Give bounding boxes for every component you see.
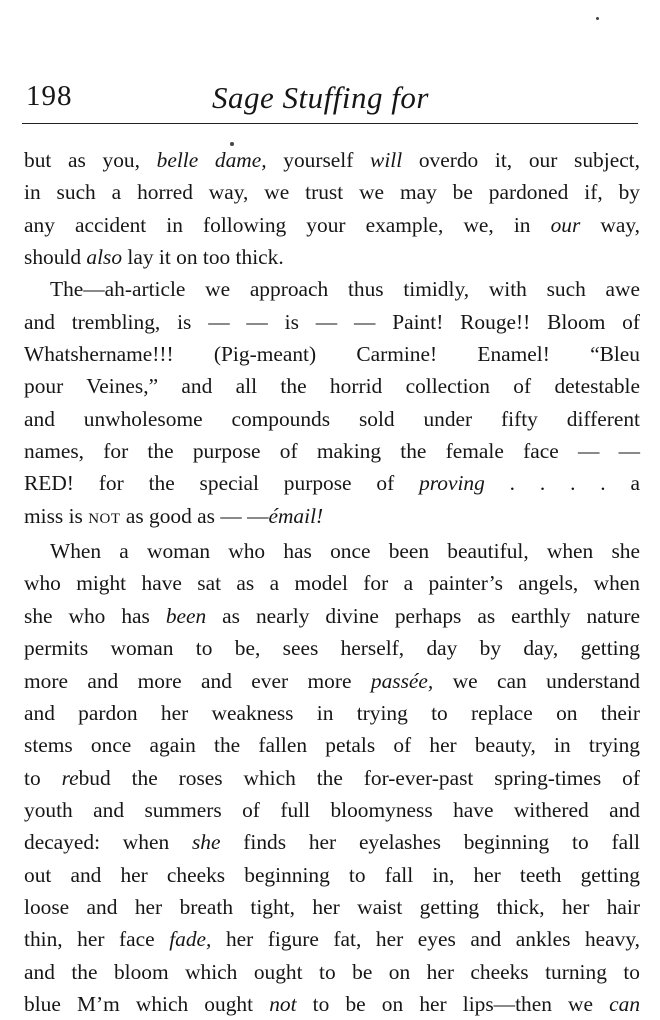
text-line: pour Veines,” and all the horrid collection of detestable bbox=[24, 374, 640, 399]
text-line: any accident in following your example, we, in our way, bbox=[24, 212, 640, 237]
text-line: When a woman who has once been beautiful, when she bbox=[50, 539, 640, 564]
text-line: she who has been as nearly divine perhaps as earthly nature bbox=[24, 603, 640, 628]
text-line: blue M’m which ought not to be on her lips—then we can bbox=[24, 991, 641, 1016]
body-text bbox=[24, 144, 640, 1020]
text-line: and the bloom which ought to be on her cheeks turning to bbox=[24, 959, 640, 984]
text-line: who might have sat as a model for a painter’s angels, when bbox=[24, 571, 640, 596]
text-line: names, for the purpose of making the female face — — bbox=[24, 439, 640, 464]
text-line: out and her cheeks beginning to fall in, her teeth getting bbox=[24, 862, 640, 887]
page-header bbox=[26, 80, 638, 120]
paper-speck bbox=[596, 17, 599, 20]
text-line: RED! for the special purpose of proving . . . . a bbox=[24, 471, 641, 496]
text-line: and pardon her weakness in trying to replace on their bbox=[24, 700, 640, 725]
text-line: more and more and ever more passée, we can understand bbox=[24, 668, 640, 693]
running-head: Sage Stuffing for bbox=[212, 80, 429, 115]
text-line: to rebud the roses which the for-ever-past spring-times of bbox=[24, 765, 640, 790]
text-line: thin, her face fade, her figure fat, her eyes and ankles heavy, bbox=[24, 927, 640, 952]
text-line: in such a horred way, we trust we may be pardoned if, by bbox=[24, 180, 640, 205]
text-line: youth and summers of full bloomyness have withered and bbox=[24, 797, 640, 822]
text-line: and trembling, is — — is — — Paint! Rouge!! Bloom of bbox=[24, 309, 640, 334]
text-line: should also lay it on too thick. bbox=[24, 245, 284, 270]
page-number: 198 bbox=[26, 80, 73, 112]
text-line: Whatshername!!! (Pig-meant) Carmine! Enamel! “Bleu bbox=[24, 342, 640, 367]
header-rule bbox=[22, 123, 638, 124]
text-line: permits woman to be, sees herself, day by day, getting bbox=[24, 636, 640, 661]
text-line: miss is NOT as good as — —émail! bbox=[24, 503, 324, 528]
text-line: stems once again the fallen petals of her beauty, in trying bbox=[24, 733, 640, 758]
text-line: but as you, belle dame, yourself will overdo it, our subject, bbox=[24, 148, 640, 172]
text-line: and unwholesome compounds sold under fifty different bbox=[24, 406, 640, 431]
text-line: The—ah-article we approach thus timidly, with such awe bbox=[50, 277, 640, 302]
text-line: loose and her breath tight, her waist getting thick, her hair bbox=[24, 894, 640, 919]
text-line: decayed: when she finds her eyelashes beginning to fall bbox=[24, 830, 640, 855]
